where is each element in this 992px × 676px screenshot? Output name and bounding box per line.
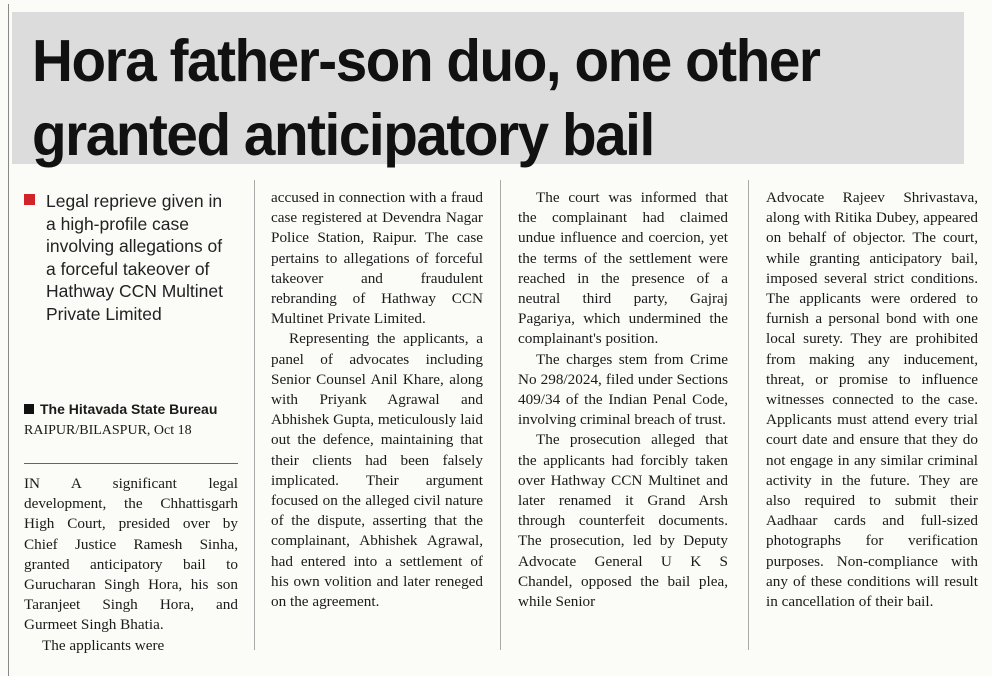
article-column-4 <box>766 188 978 612</box>
paragraph: accused in connection with a fraud case registered at Devendra Nagar Police Station, Raipur. The case pertains to allegations of forceful takeover and fraudulent rebranding of Hathway CCN Multinet Private Limited. <box>271 189 483 328</box>
article-column-3 <box>518 188 728 612</box>
red-square-bullet-icon <box>24 194 35 205</box>
byline <box>24 400 234 440</box>
headline-banner <box>12 12 964 168</box>
column-divider <box>748 180 749 650</box>
paragraph: The charges stem from Crime No 298/2024, filed under Sections 409/34 of the Indian Penal Code, involving criminal breach of trust. <box>518 350 728 429</box>
byline-divider <box>24 463 238 464</box>
headline-line-2: granted anticipatory bail <box>32 102 654 168</box>
paragraph: The court was informed that the complainant had claimed undue influence and coercion, yet the terms of the settlement were reached in the presence of a neutral third party, Gajraj Pagariya, which undermined the complainant's position. <box>518 189 728 348</box>
article-column-2 <box>271 188 483 612</box>
byline-source: The Hitavada State Bureau <box>40 401 218 417</box>
dateline: RAIPUR/BILASPUR, Oct 18 <box>24 423 192 438</box>
paragraph: Advocate Rajeev Shrivastava, along with Ritika Dubey, appeared on behalf of objector. The court, while granting anticipatory bail, imposed several strict conditions. The applicants were ordered to furnish a personal bond with one local surety. They are prohibited from making any inducement, threat, or promise to influence witnesses connected to the case. Applicants must attend every trial court date and ensure that they do not engage in any similar criminal activity in the future. They are also required to submit their Aadhaar cards and full-sized photographs for verification purposes. Non-compliance with any of these conditions will result in cancellation of their bail. <box>766 189 978 611</box>
column-divider <box>500 180 501 650</box>
summary-blurb <box>24 190 234 325</box>
paragraph: The prosecution alleged that the applicants had forcibly taken over Hathway CCN Multinet and later renamed it Grand Arsh through counterfeit documents. The prosecution, led by Deputy Advocate General U K S Chandel, opposed the bail plea, while Senior <box>518 431 728 611</box>
paragraph: The applicants were <box>42 636 165 654</box>
article-column-1 <box>24 474 238 656</box>
headline <box>32 24 820 172</box>
black-square-bullet-icon <box>24 404 34 414</box>
column-divider <box>254 180 255 650</box>
paragraph: Representing the applicants, a panel of advocates including Senior Counsel Anil Khare, along with Priyank Agrawal and Abhishek Gupta, meticulously laid out the defence, maintaining that their clients had been falsely implicated. Their argument focused on the alleged civil nature of the dispute, asserting that the complainant, Abhishek Agrawal, had entered into a settlement of his own volition and later reneged on the agreement. <box>271 330 483 611</box>
headline-line-1: Hora father-son duo, one other <box>32 28 820 94</box>
paragraph: IN A significant legal development, the Chhattisgarh High Court, presided over by Chief Justice Ramesh Sinha, granted anticipatory bail to Gurucharan Singh Hora, his son Taranjeet Singh Hora, and Gurmeet Singh Bhatia. <box>24 475 238 634</box>
summary-text: Legal reprieve given in a high-profile case involving allegations of a forceful takeover of Hathway CCN Multinet Private Limited <box>46 191 223 324</box>
